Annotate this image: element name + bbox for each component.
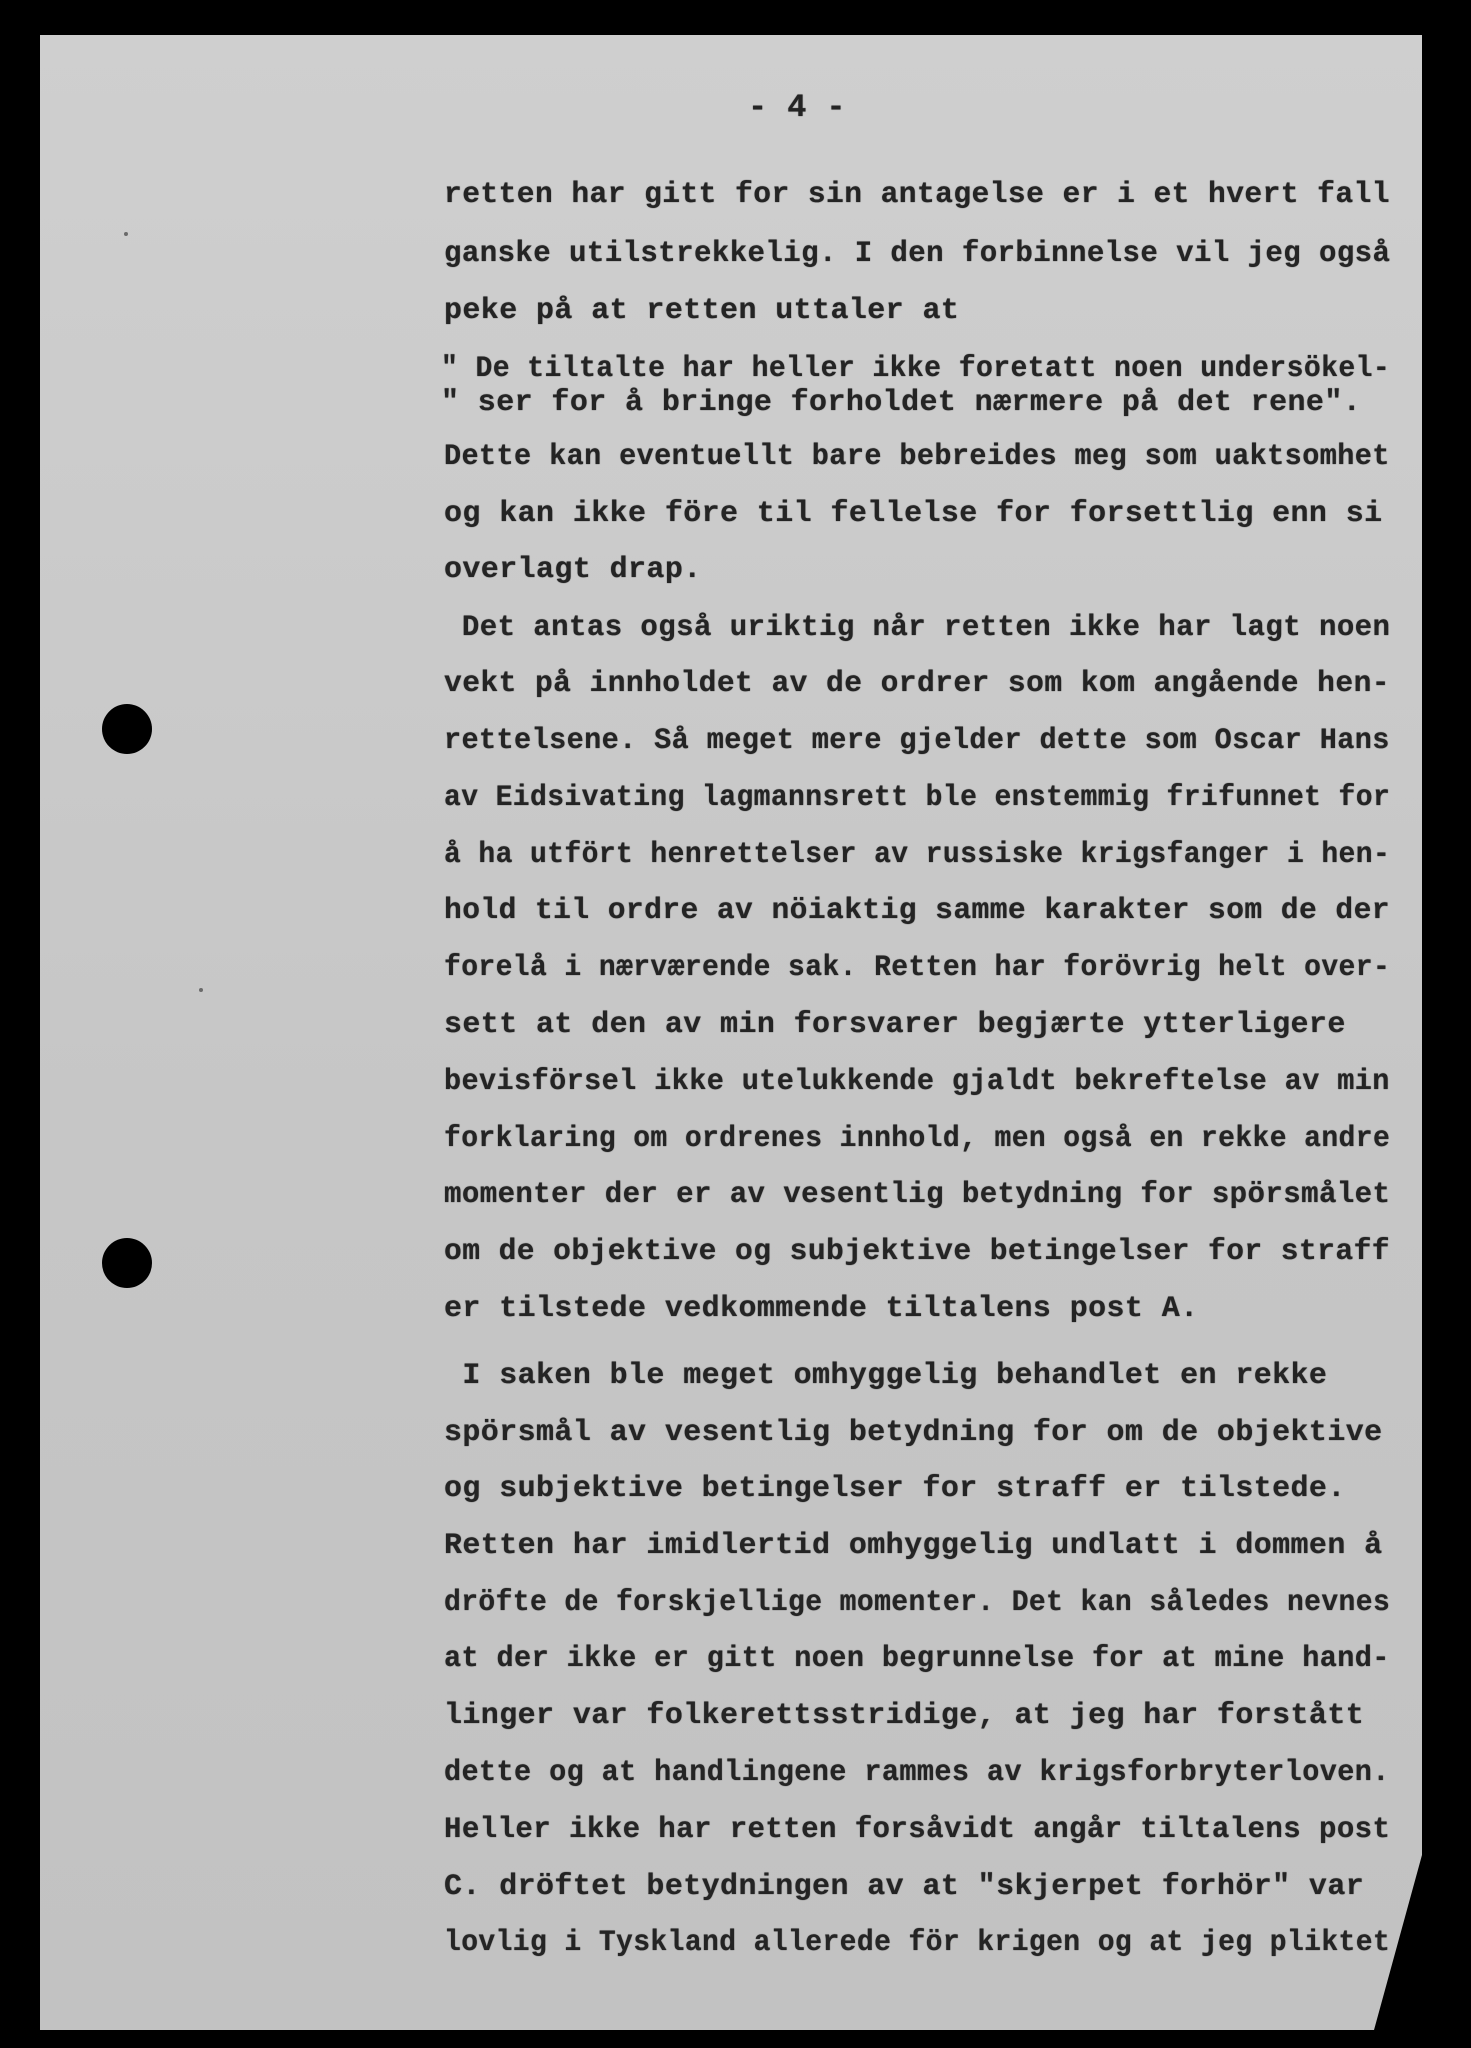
text-line: retten har gitt for sin antagelse er i et hvert fall xyxy=(444,178,1390,212)
text-line: " De tiltalte har heller ikke foretatt noen undersökel- xyxy=(441,352,1391,386)
text-line: dette og at handlingene rammes av krigsforbryterloven. xyxy=(444,1756,1390,1790)
text-line: forklaring om ordrenes innhold, men også en rekke andre xyxy=(444,1122,1391,1156)
punch-hole-upper xyxy=(102,704,152,754)
text-line: bevisförsel ikke utelukkende gjaldt bekreftelse av min xyxy=(444,1065,1390,1099)
text-line: " ser for å bringe forholdet nærmere på det rene". xyxy=(441,386,1362,420)
text-line: Retten har imidlertid omhyggelig undlatt i dommen å xyxy=(444,1529,1383,1563)
text-line: å ha utfört henrettelser av russiske krigsfanger i hen- xyxy=(444,838,1391,872)
text-line: Det antas også uriktig når retten ikke har lagt noen xyxy=(444,611,1391,645)
text-line: om de objektive og subjektive betingelser for straff xyxy=(444,1235,1390,1269)
page-number: - 4 - xyxy=(748,89,847,126)
text-line: at der ikke er gitt noen begrunnelse for at mine hand- xyxy=(444,1642,1390,1676)
text-line: Heller ikke har retten forsåvidt angår tiltalens post xyxy=(444,1813,1391,1847)
text-line: forelå i nærværende sak. Retten har forövrig helt over- xyxy=(444,951,1391,985)
text-line: overlagt drap. xyxy=(444,553,702,587)
text-line: dröfte de forskjellige momenter. Det kan således nevnes xyxy=(444,1586,1391,1620)
text-line: I saken ble meget omhyggelig behandlet en rekke xyxy=(444,1359,1328,1393)
text-line: momenter der er av vesentlig betydning for spörsmålet xyxy=(444,1178,1391,1212)
text-line: rettelsene. Så meget mere gjelder dette som Oscar Hans xyxy=(444,724,1390,758)
text-line: hold til ordre av nöiaktig samme karakter som de der xyxy=(444,894,1390,928)
text-line: C. dröftet betydningen av at "skjerpet forhör" var xyxy=(444,1870,1365,1904)
text-line: linger var folkerettsstridige, at jeg har forstått xyxy=(444,1699,1365,1733)
text-line: vekt på innholdet av de ordrer som kom angående hen- xyxy=(444,667,1390,701)
punch-hole-lower xyxy=(102,1238,152,1288)
text-line: lovlig i Tyskland allerede för krigen og at jeg pliktet xyxy=(444,1926,1391,1960)
text-line: av Eidsivating lagmannsrett ble enstemmig frifunnet for xyxy=(444,781,1391,815)
text-line: og subjektive betingelser for straff er tilstede. xyxy=(444,1472,1346,1506)
text-line: sett at den av min forsvarer begjærte ytterligere xyxy=(444,1008,1346,1042)
text-line: peke på at retten uttaler at xyxy=(444,294,960,328)
paper-speck xyxy=(124,232,128,236)
text-line: ganske utilstrekkelig. I den forbinnelse vil jeg også xyxy=(444,237,1391,271)
text-line: og kan ikke före til fellelse for forsettlig enn si xyxy=(444,497,1383,531)
text-line: er tilstede vedkommende tiltalens post A. xyxy=(444,1292,1199,1326)
paper-speck xyxy=(199,988,203,992)
text-line: Dette kan eventuellt bare bebreides meg som uaktsomhet xyxy=(444,440,1390,474)
text-line: spörsmål av vesentlig betydning for om de objektive xyxy=(444,1416,1383,1450)
